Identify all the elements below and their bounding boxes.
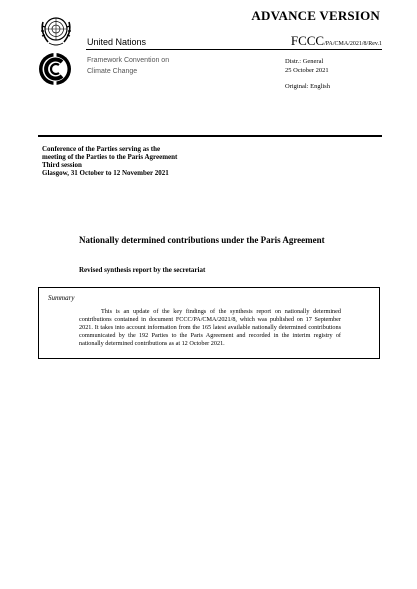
conference-line-1: Conference of the Parties serving as the [42, 145, 161, 153]
convention-line-1: Framework Convention on [87, 57, 170, 64]
summary-text: This is an update of the key findings of the synthesis report on nationally determined contributions contained in document FCCC/PA/CMA/2021/8, which was published on 17 September 2021. It takes into account information from the 165 latest available nationally determined contributions communicated by the 192 Parties to the Paris Agreement and recorded in the interim registry of nationally determined contributions as at 12 October 2021. [79, 308, 341, 348]
advance-version-label: ADVANCE VERSION [251, 8, 380, 23]
document-subtitle: Revised synthesis report by the secretariat [79, 266, 206, 274]
venue-dates: Glasgow, 31 October to 12 November 2021 [42, 169, 169, 177]
unfccc-logo-icon [37, 51, 73, 87]
document-title: Nationally determined contributions under the Paris Agreement [79, 235, 325, 245]
conference-block [42, 145, 242, 177]
un-emblem-icon [38, 14, 74, 48]
issue-date: 25 October 2021 [285, 67, 329, 74]
section-rule [38, 135, 382, 137]
conference-line-2: meeting of the Parties to the Paris Agreement [42, 153, 178, 161]
symbol-suffix: /PA/CMA/2021/8/Rev.1 [324, 41, 382, 47]
header-rule [86, 49, 382, 50]
distribution-block [285, 57, 330, 91]
document-symbol [270, 32, 382, 50]
symbol-main: FCCC [290, 33, 325, 48]
convention-line-2: Climate Change [87, 68, 138, 75]
original-language: Original: English [285, 83, 330, 90]
session-label: Third session [42, 161, 82, 169]
distribution-text: Distr.: General [285, 58, 324, 65]
org-name: United Nations [87, 37, 147, 47]
summary-label: Summary [48, 294, 75, 302]
convention-name [87, 55, 197, 77]
